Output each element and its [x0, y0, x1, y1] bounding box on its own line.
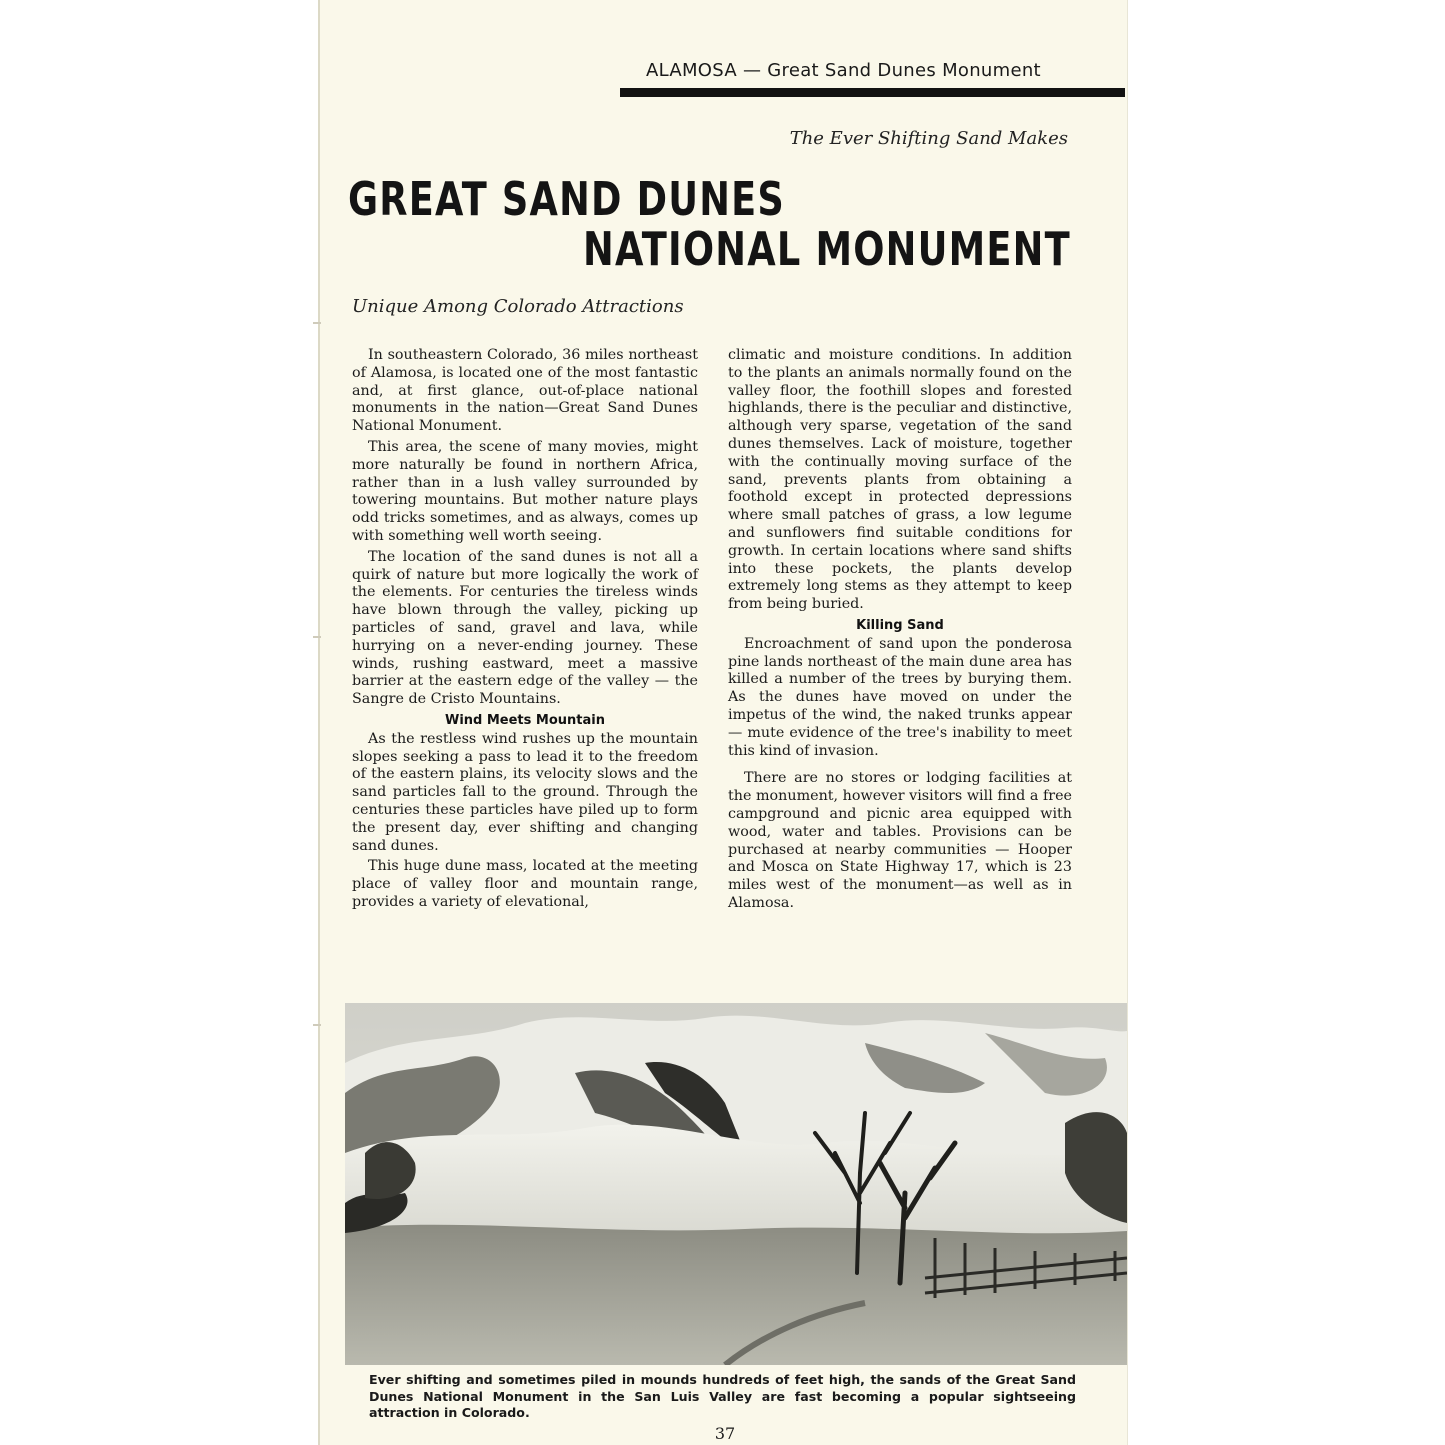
paragraph: As the restless wind rushes up the mountain slopes seeking a pass to lead it to the freedom of the eastern plains, its velocity slows and the sand particles fall to the ground. Through the centuries these particles have piled up to form the present day, ever shifting and changing sand dunes. — [352, 730, 698, 854]
paragraph: The location of the sand dunes is not all a quirk of nature but more logically the work of the elements. For centuries the tireless winds have blown through the valley, picking up particles of sand, gravel and lava, while hurrying on a never-ending journey. These winds, rushing eastward, meet a massive barrier at the eastern edge of the valley — the Sangre de Cristo Mountains. — [352, 548, 698, 708]
right-column — [728, 347, 1072, 916]
paragraph: This huge dune mass, located at the meeting place of valley floor and mountain range, provides a variety of elevational, — [352, 858, 698, 910]
binding-mark — [313, 1024, 321, 1026]
binding-mark — [313, 636, 321, 638]
running-header: ALAMOSA — Great Sand Dunes Monument — [646, 60, 1041, 81]
photo-illustration — [345, 1003, 1127, 1365]
paragraph: climatic and moisture conditions. In addition to the plants an animals normally found on the valley floor, the foothill slopes and forested highlands, there is the peculiar and distinctive, although very sparse, vegetation of the sand dunes themselves. Lack of moisture, together with the continually moving surface of the sand, prevents plants from obtaining a foothold except in protected depressions where small patches of grass, a low legume and sunflowers find suitable conditions for growth. In certain locations where sand shifts into these pockets, the plants develop extremely long stems as they attempt to keep from being buried. — [728, 347, 1072, 613]
photo-caption: Ever shifting and sometimes piled in mounds hundreds of feet high, the sands of the Great Sand Dunes National Monument in the San Luis Valley are fast becoming a popular sightseeing attraction in Colorado. — [369, 1372, 1076, 1421]
paragraph: There are no stores or lodging facilities at the monument, however visitors will find a free campground and picnic area equipped with wood, water and tables. Provisions can be purchased at nearby communities — Hooper and Mosca on State Highway 17, which is 23 miles west of the monument—as well as in Alamosa. — [728, 770, 1072, 911]
paragraph: This area, the scene of many movies, might more naturally be found in northern Africa, rather than in a lush valley surrounded by towering mountains. But mother nature plays odd tricks sometimes, and as always, comes up with something well worth seeing. — [352, 438, 698, 544]
binding-mark — [313, 322, 321, 324]
sand-dunes-photo — [345, 1003, 1127, 1365]
page-number: 37 — [714, 1424, 736, 1443]
header-rule — [620, 88, 1125, 97]
article-kicker: The Ever Shifting Sand Makes — [789, 128, 1068, 149]
left-column — [352, 347, 698, 915]
article-subhead: Unique Among Colorado Attractions — [352, 296, 684, 317]
article-title-line-2: NATIONAL MONUMENT — [583, 222, 1071, 276]
paragraph: In southeastern Colorado, 36 miles northeast of Alamosa, is located one of the most fantastic and, at first glance, out-of-place national monuments in the nation—Great Sand Dunes National Monument. — [352, 347, 698, 435]
section-heading: Killing Sand — [856, 617, 944, 633]
article-title-line-1: GREAT SAND DUNES — [348, 172, 786, 226]
paragraph: Encroachment of sand upon the ponderosa pine lands northeast of the main dune area has killed a number of the trees by burying them. As the dunes have moved on under the impetus of the wind, the naked trunks appear — mute evidence of the tree's inability to meet this kind of invasion. — [728, 635, 1072, 759]
section-heading: Wind Meets Mountain — [444, 712, 605, 728]
